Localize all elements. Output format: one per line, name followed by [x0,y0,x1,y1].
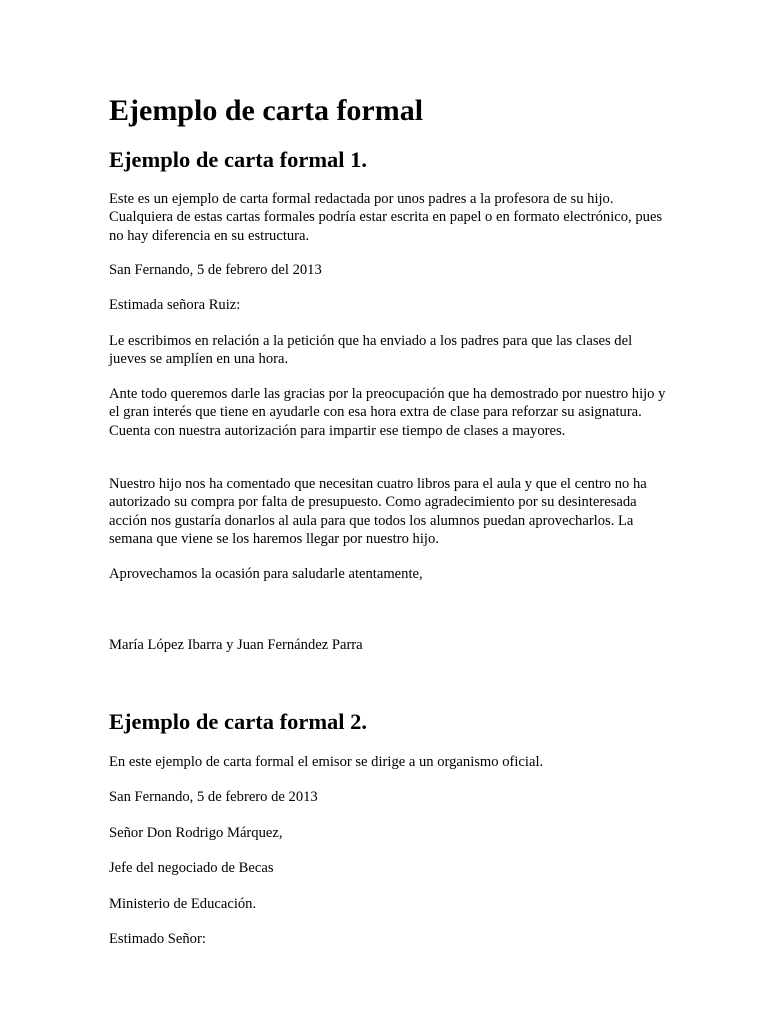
document-title: Ejemplo de carta formal [109,94,424,127]
recipient-organization: Ministerio de Educación. [109,896,257,912]
intro-paragraph-2: En este ejemplo de carta formal el emisor se dirige a un organismo oficial. [109,754,544,770]
recipient-position: Jefe del negociado de Becas [109,860,274,876]
letter-body-paragraph: Le escribimos en relación a la petición que ha enviado a los padres para que las clases del jueves se amplíen en una hora. [109,333,633,368]
recipient-name: Señor Don Rodrigo Márquez, [109,825,283,841]
letter-body-paragraph: Nuestro hijo nos ha comentado que necesitan cuatro libros para el aula y que el centro no ha autorizado su compra por falta de presupuesto. Como agradecimiento por su desinteresada acción nos gustaría donarlos al aula para que todos los alumnos puedan aprovecharlos. La semana que viene se los haremos llegar por nuestro hijo. [109,476,647,548]
section-heading-2: Ejemplo de carta formal 2. [109,709,368,734]
letter-closing-1: Aprovechamos la ocasión para saludarle atentamente, [109,566,423,582]
letter-date-2: San Fernando, 5 de febrero de 2013 [109,789,318,805]
intro-paragraph-1: Este es un ejemplo de carta formal redactada por unos padres a la profesora de su hijo. Cualquiera de estas cartas formales podría estar escrita en papel o en formato electrónico, pues no hay diferencia en su estructura. [109,191,663,244]
letter-body-paragraph: Ante todo queremos darle las gracias por la preocupación que ha demostrado por nuestro hijo y el gran interés que tiene en ayudarle con esa hora extra de clase para reforzar su asignatura. Cuenta con nuestra autorización para impartir ese tiempo de clases a mayores. [109,386,666,439]
letter-signature-1: María López Ibarra y Juan Fernández Parra [109,637,363,653]
section-heading-1: Ejemplo de carta formal 1. [109,147,368,172]
letter-salutation-1: Estimada señora Ruiz: [109,297,241,313]
letter-date-1: San Fernando, 5 de febrero del 2013 [109,262,322,278]
letter-salutation-2: Estimado Señor: [109,931,206,947]
